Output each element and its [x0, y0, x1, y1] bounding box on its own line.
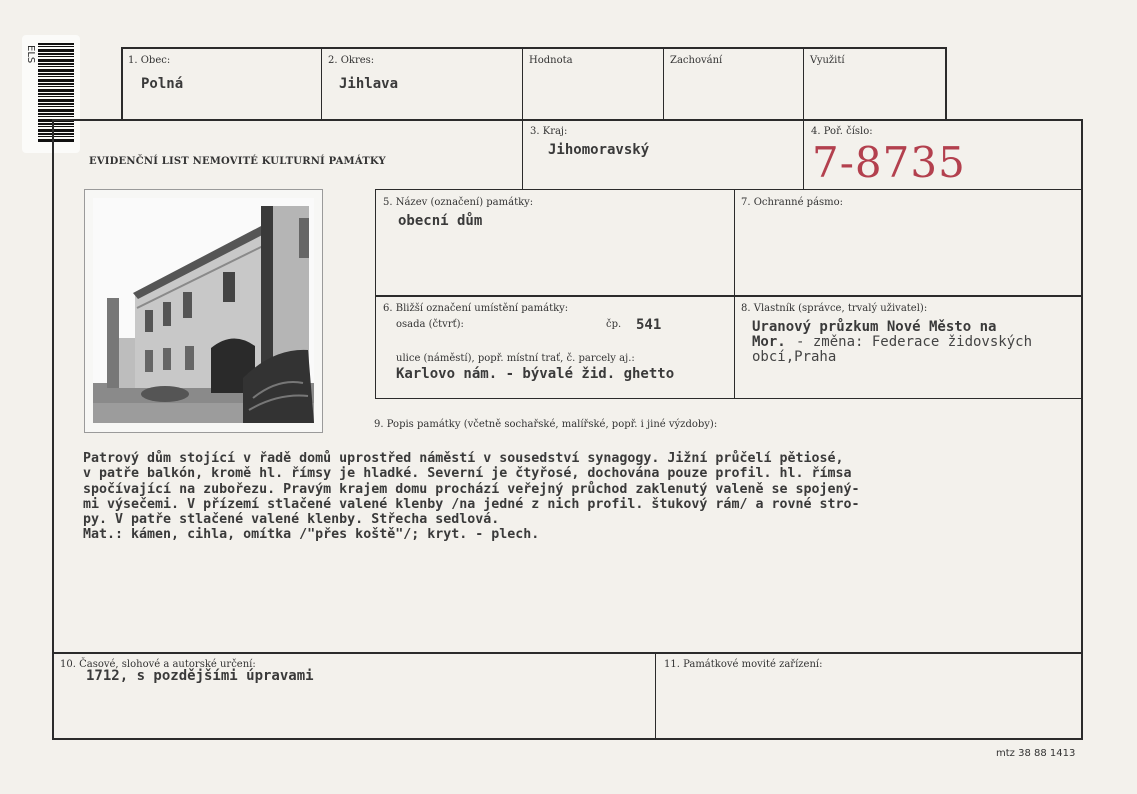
- por-cislo-label: 4. Poř. číslo:: [811, 126, 873, 137]
- zachovani-label: Zachování: [670, 55, 723, 66]
- por-cislo-value: 7-8735: [812, 138, 966, 187]
- ulice-label: ulice (náměstí), popř. místní trať, č. parcely aj.:: [396, 353, 635, 364]
- popis-label: 9. Popis památky (včetně sochařské, malířské, popř. i jiné výzdoby):: [374, 419, 718, 430]
- ochranne-pasmo-label: 7. Ochranné pásmo:: [741, 197, 844, 208]
- nazev-value: obecní dům: [398, 213, 483, 229]
- okres-value: Jihlava: [339, 76, 399, 92]
- kraj-label: 3. Kraj:: [530, 126, 568, 137]
- popis-line: spočívající na zubořezu. Pravým krajem domu prochází veřejný průchod zaklenutý valeně se spojený-: [83, 481, 860, 497]
- obec-value: Polná: [141, 76, 184, 92]
- okres-label: 2. Okres:: [328, 55, 375, 66]
- obec-label: 1. Obec:: [128, 55, 171, 66]
- barcode-label: [22, 35, 80, 153]
- hodnota-label: Hodnota: [529, 55, 573, 66]
- vyuziti-label: Využití: [810, 55, 845, 66]
- popis-line: v patře balkón, kromě hl. římsy je hladké. Severní je čtyřosé, dochována pouze profil. hl. římsa: [83, 466, 852, 482]
- vlastnik-label: 8. Vlastník (správce, trvalý uživatel):: [741, 303, 928, 314]
- popis-line: Mat.: kámen, cihla, omítka /"přes koště"/; kryt. - plech.: [83, 527, 540, 543]
- urceni-label: 10. Časové, slohové a autorské určení:: [60, 659, 256, 670]
- kraj-value: Jihomoravský: [548, 142, 650, 158]
- cp-value: 541: [636, 317, 662, 333]
- vlastnik-line1: Uranový průzkum Nové Město na: [752, 319, 997, 335]
- umisteni-label: 6. Bližší označení umístění památky:: [383, 303, 569, 314]
- popis-line: mi výsečemi. V přízemí stlačené valené klenby /na jedné z nich profil. štukový rám/ a rovné stro-: [83, 496, 860, 512]
- zarizeni-label: 11. Památkové movité zařízení:: [664, 659, 823, 670]
- document-title: EVIDENČNÍ LIST NEMOVITÉ KULTURNÍ PAMÁTKY: [89, 156, 386, 167]
- popis-line: py. V patře stlačené valené klenby. Střecha sedlová.: [83, 512, 500, 528]
- building-photo: [93, 198, 314, 423]
- barcode-code: ELS: [25, 45, 36, 64]
- vlastnik-line2-bold: Mor.: [752, 334, 786, 350]
- nazev-label: 5. Název (označení) památky:: [383, 197, 534, 208]
- vlastnik-line3: obcí,Praha: [752, 349, 837, 365]
- osada-label: osada (čtvrť):: [396, 319, 464, 330]
- vlastnik-line2-rest: - změna: Federace židovských: [796, 334, 1033, 350]
- ulice-value: Karlovo nám. - bývalé žid. ghetto: [396, 366, 675, 382]
- building-photo-frame: [84, 189, 323, 433]
- cp-label: čp.: [606, 319, 622, 330]
- popis-line: Patrový dům stojící v řadě domů uprostřed náměstí v sousedství synagogy. Jižní průčelí pětiosé,: [83, 451, 844, 466]
- footer-code: mtz 38 88 1413: [996, 748, 1076, 759]
- popis-text: [83, 451, 860, 543]
- barcode-icon: [38, 43, 74, 143]
- urceni-value: 1712, s pozdějšími úpravami: [86, 668, 314, 684]
